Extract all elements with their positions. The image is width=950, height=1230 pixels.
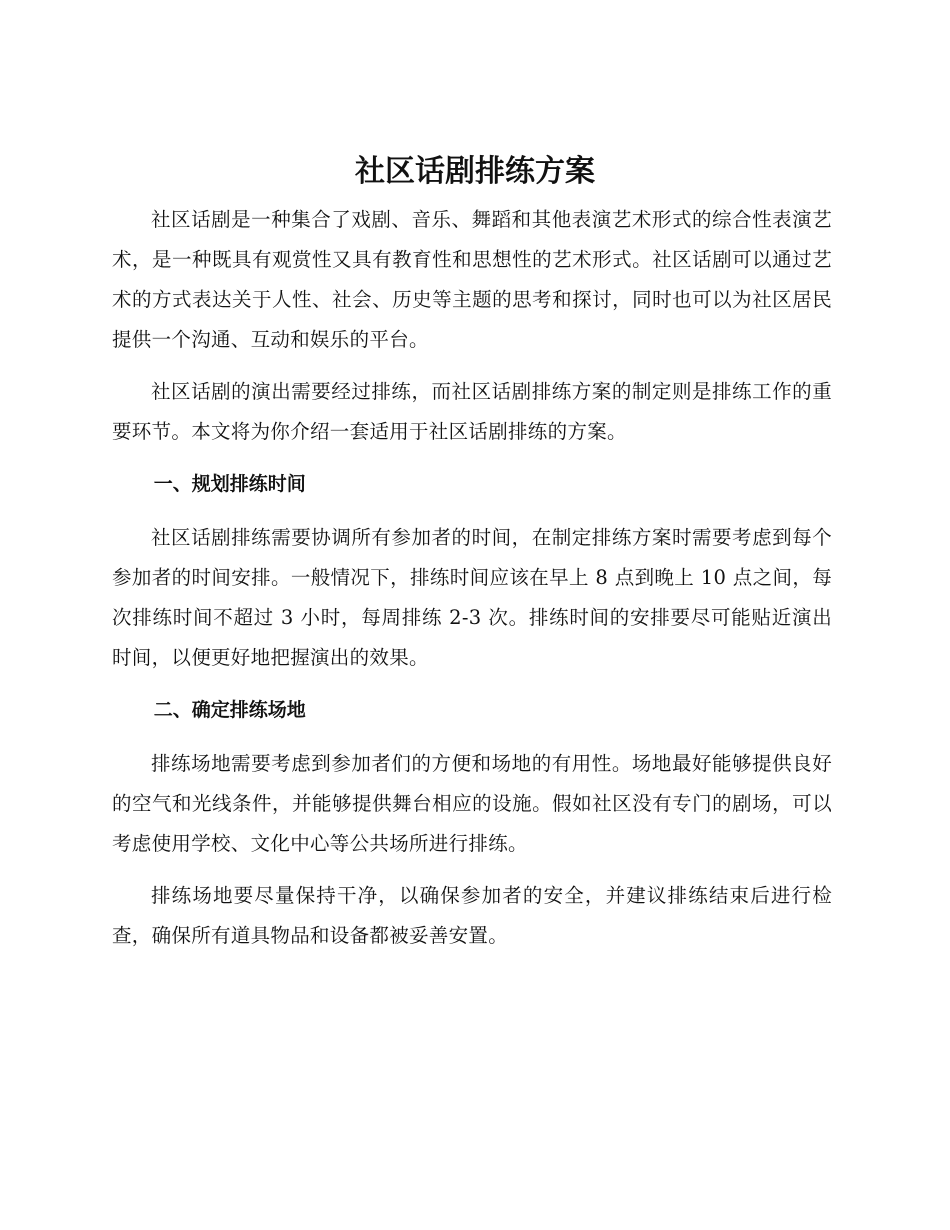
section-paragraph: 社区话剧排练需要协调所有参加者的时间，在制定排练方案时需要考虑到每个参加者的时间安排。一般情况下，排练时间应该在早上 8 点到晚上 10 点之间，每次排练时间不超过 3 小时，每周排练 2-3 次。排练时间的安排要尽可能贴近演出时间，以便更好地把握演出的效果。 — [112, 526, 832, 669]
page-title: 社区话剧排练方案 — [355, 154, 595, 189]
section-rehearsal-venue — [112, 690, 832, 956]
document-body — [112, 200, 832, 968]
section-rehearsal-time — [112, 464, 832, 678]
intro-paragraph-2: 社区话剧的演出需要经过排练，而社区话剧排练方案的制定则是排练工作的重要环节。本文将为你介绍一套适用于社区话剧排练的方案。 — [112, 380, 832, 443]
section-paragraph: 排练场地要尽量保持干净，以确保参加者的安全，并建议排练结束后进行检查，确保所有道具物品和设备都被妥善安置。 — [112, 884, 832, 947]
section-paragraph: 排练场地需要考虑到参加者们的方便和场地的有用性。场地最好能够提供良好的空气和光线条件，并能够提供舞台相应的设施。假如社区没有专门的剧场，可以考虑使用学校、文化中心等公共场所进行排练。 — [112, 752, 832, 855]
section-heading: 二、确定排练场地 — [153, 699, 306, 721]
intro-paragraph-1: 社区话剧是一种集合了戏剧、音乐、舞蹈和其他表演艺术形式的综合性表演艺术，是一种既具有观赏性又具有教育性和思想性的艺术形式。社区话剧可以通过艺术的方式表达关于人性、社会、历史等主题的思考和探讨，同时也可以为社区居民提供一个沟通、互动和娱乐的平台。 — [112, 208, 832, 351]
section-heading: 一、规划排练时间 — [153, 473, 306, 495]
